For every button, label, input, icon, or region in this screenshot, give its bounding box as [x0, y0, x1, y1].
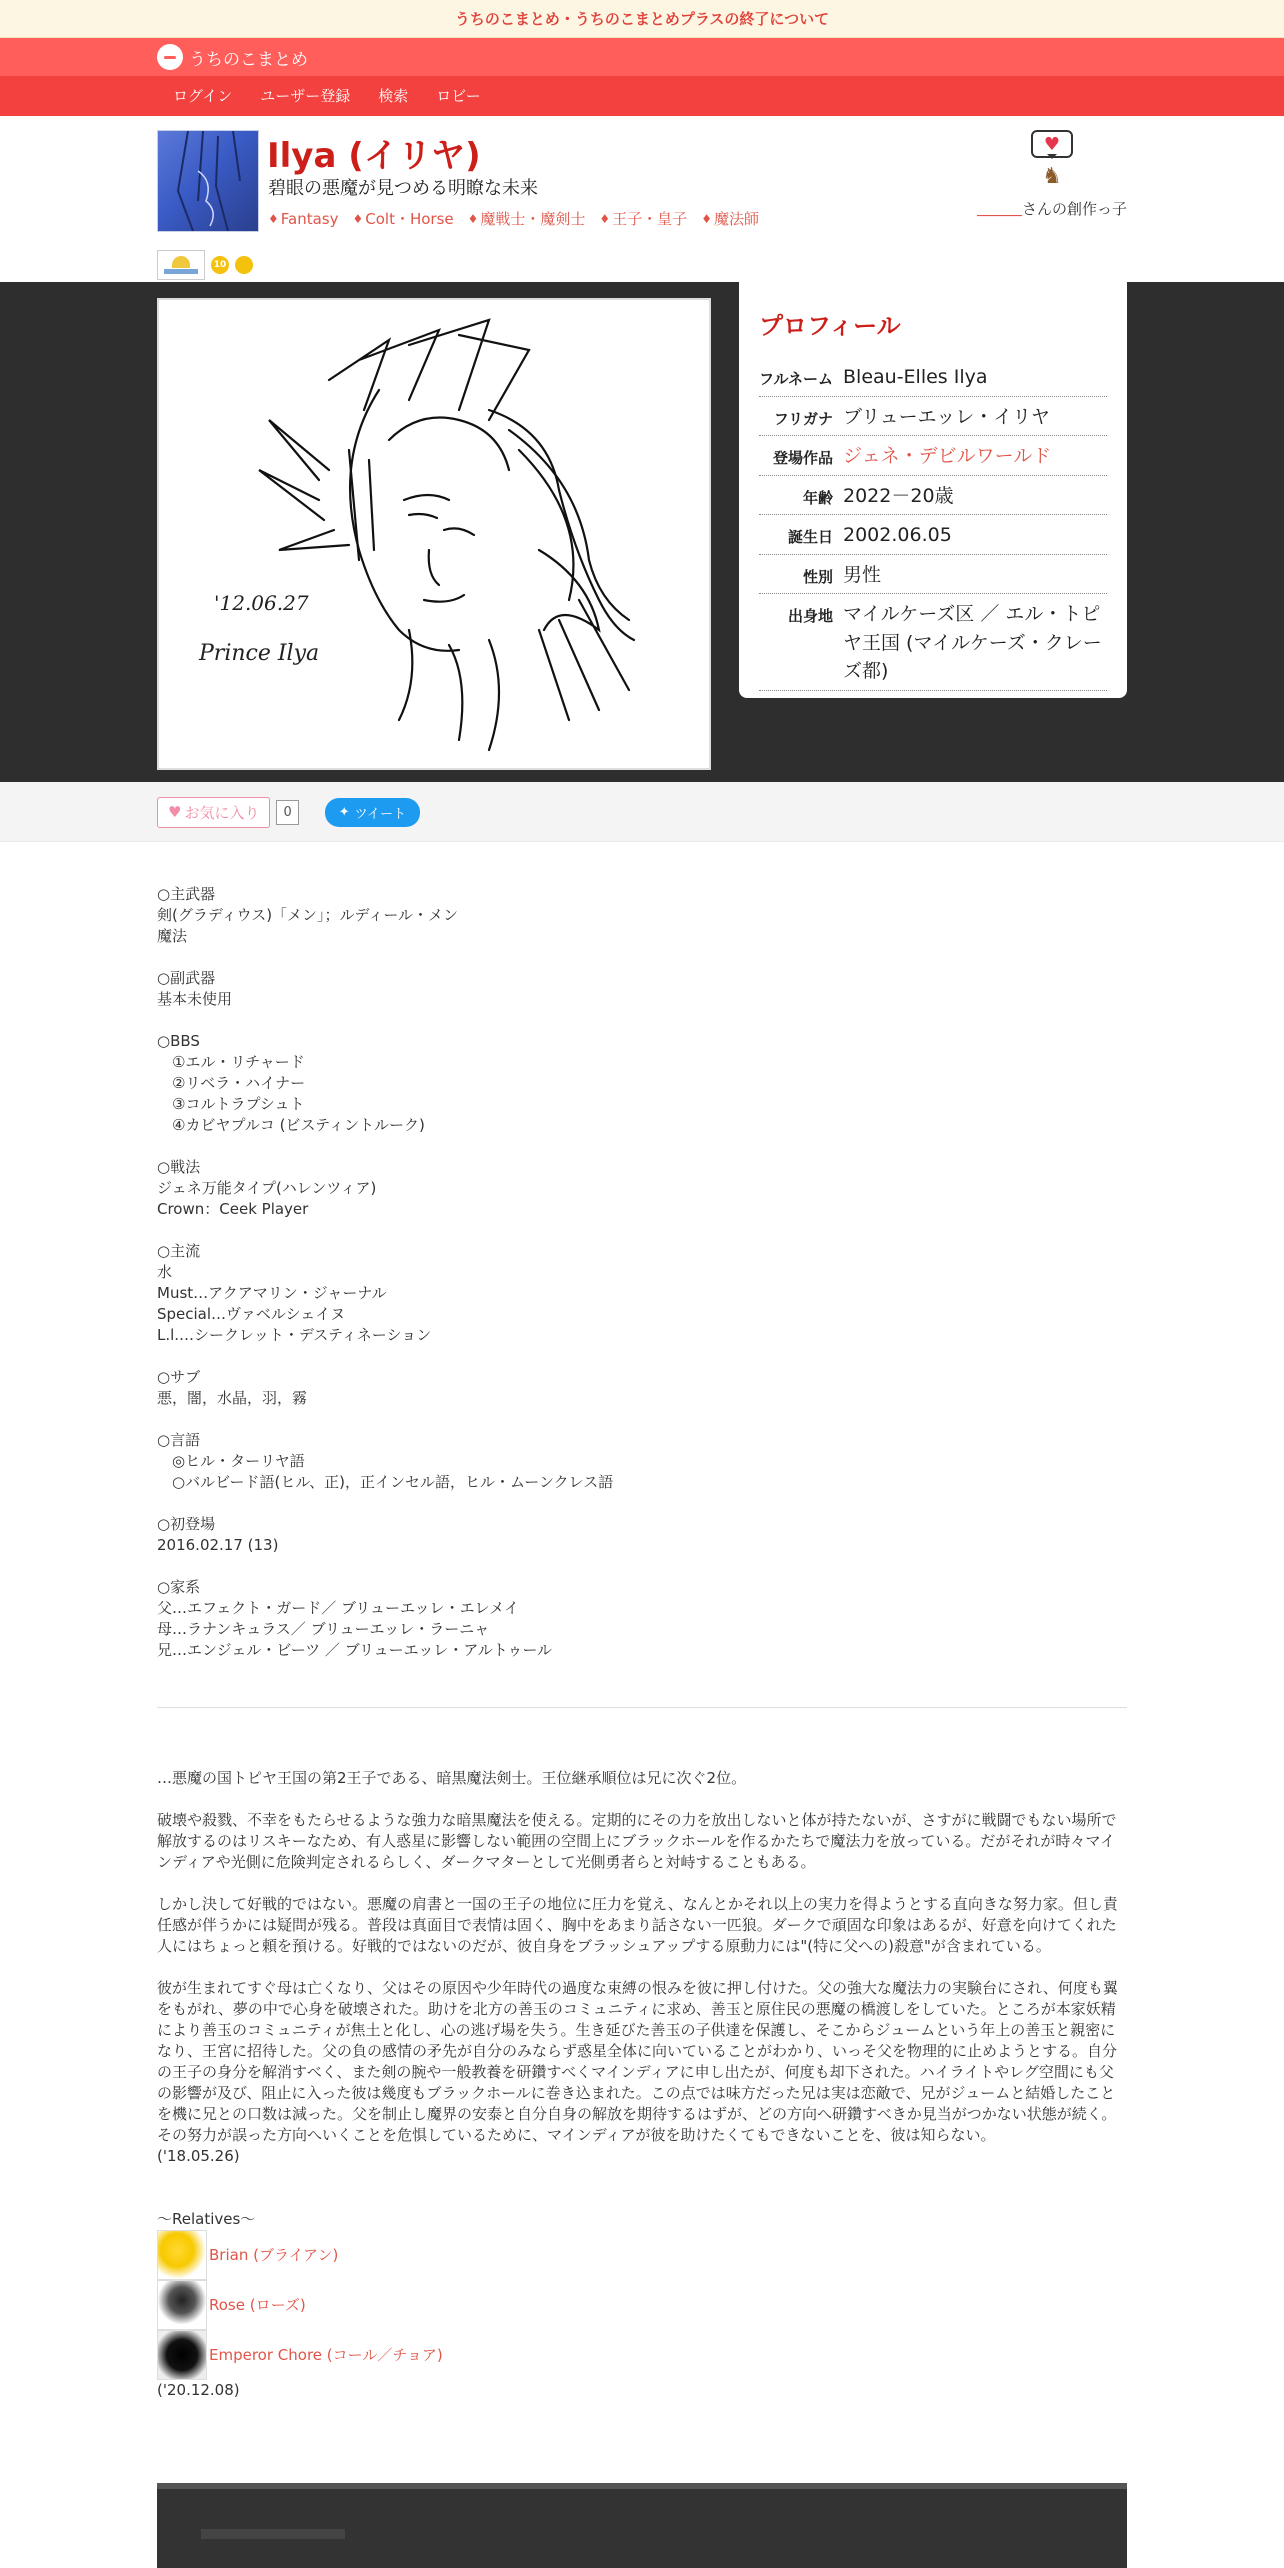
- profile-value: 2002.06.05: [843, 524, 952, 546]
- tag-colt-horse[interactable]: [352, 208, 453, 229]
- tag-label: 魔法師: [713, 210, 759, 228]
- profile-value: 2022－20歳: [843, 484, 954, 507]
- story-paragraph: …悪魔の国トピヤ王国の第2王子である、暗黒魔法剣士。王位継承順位は兄に次ぐ2位。: [157, 1769, 747, 1787]
- profile-work-link[interactable]: ジェネ・デビルワールド: [843, 445, 1052, 467]
- creator-username-link[interactable]: ＿＿＿: [977, 200, 1023, 218]
- favorite-label: お気に入り: [184, 803, 260, 822]
- hero-section: [0, 282, 1284, 782]
- creator-info: [977, 130, 1127, 219]
- profile-row-origin: [759, 594, 1107, 691]
- profile-card: [739, 282, 1127, 698]
- relatives-title: ～Relatives～: [157, 2210, 256, 2228]
- profile-row-gender: [759, 555, 1107, 595]
- profile-row-fullname: [759, 357, 1107, 397]
- heart-icon: ♥: [168, 803, 182, 821]
- coin-icon: [235, 256, 253, 274]
- brand-bar: [0, 38, 1284, 76]
- profile-value: マイルケーズ区 ／ エル・トピヤ王国 (マイルケーズ・クレーズ都): [843, 603, 1102, 682]
- creator-suffix: さんの創作っ子: [1022, 200, 1128, 218]
- tag-list: [268, 208, 759, 229]
- favorite-count: 0: [276, 800, 298, 825]
- profile-value: ブリューエッレ・イリヤ: [843, 405, 1050, 428]
- tag-label: Colt・Horse: [365, 210, 454, 228]
- tweet-label: ツイート: [354, 806, 407, 822]
- story-paragraph: 彼が生まれてすぐ母は亡くなり、父はその原因や少年時代の過度な束縛の恨みを彼に押し付けた。父の強大な魔法力の実験台にされ、何度も翼をもがれ、夢の中で心身を破壊された。助けを北方の善玉のコミュニティに求め、善玉と原住民の悪魔の橋渡しをしていた。ところが本家妖精により善玉のコミュニティが焦土と化し、心の逃げ場を失う。生き延びた善玉の子供達を保護し、そこからジュームという年上の善玉と親密になり、王宮に招待した。父の負の感情の矛先が自分のみならず惑星全体に向いていることがわかり、いっそ父を物理的に止めようとする。自分の王子の身分を解消すべく、また剣の腕や一般教養を研鑽すべくマインディアに申し出たが、何度も却下された。ハイライトやレグ空間にも父の影響が及び、阻止に入った彼は幾度もブラックホールに巻き込まれた。この点では味方だった兄は実は恋敵で、兄がジュームと結婚したことを機に兄との口数は減った。父を制止し魔界の安泰と自分自身の解放を期待するはずが、どの方向へ研鑽すべきか見当がつかない状態が続く。その努力が誤った方向へいくことを危惧しているために、マインディアが彼を助けたくてもできないことを、彼は知らない。 ('18.05.26): [157, 1979, 1118, 2165]
- footer: [157, 2483, 1127, 2568]
- relative-item[interactable]: [157, 2230, 1127, 2280]
- character-description: [157, 842, 1127, 2401]
- profile-label: 登場作品: [772, 449, 833, 467]
- relative-thumbnail[interactable]: [157, 2330, 207, 2380]
- avatar-drawing-icon: [158, 131, 258, 231]
- profile-row-furigana: [759, 397, 1107, 437]
- detail-main-element: ○主流 水 Must…アクアマリン・ジャーナル Special…ヴァベルシェイヌ L.l.…シークレット・デスティネーション: [157, 1242, 432, 1344]
- profile-label: 誕生日: [787, 528, 833, 546]
- profile-label: フルネーム: [759, 370, 833, 388]
- detail-sub-element: ○サブ 悪，闇，水晶，羽，霧: [157, 1368, 308, 1407]
- relatives-date: ('20.12.08): [157, 2381, 240, 2399]
- character-artwork[interactable]: [157, 298, 711, 770]
- nav-bar: [0, 76, 1284, 116]
- character-name: Ilya (イリヤ): [267, 136, 481, 176]
- nav-login[interactable]: ログイン: [173, 87, 233, 105]
- profile-label: フリガナ: [773, 409, 833, 428]
- story-paragraph: 破壊や殺戮、不幸をもたらせるような強力な暗黒魔法を使える。定期的にその力を放出しないと体が持たないが、さすがに戦闘でもない場所で解放するのはリスキーなため、有人惑星に影響しない範囲の空間上にブラックホールを作るかたちで魔法力を放っている。だがそれが時々マインディアや光側に危険判定されるらしく、ダークマターとして光側勇者らと対峙することもある。: [157, 1811, 1117, 1871]
- tag-prince[interactable]: [599, 208, 687, 229]
- profile-label: 出身地: [787, 607, 833, 625]
- character-subtitle: 碧眼の悪魔が見つめる明瞭な未来: [268, 178, 538, 199]
- relative-link[interactable]: Rose (ローズ): [209, 2295, 306, 2314]
- nav-search[interactable]: 検索: [378, 87, 409, 105]
- heart-bubble-icon: ♥: [1031, 130, 1073, 158]
- brand-link[interactable]: [157, 38, 1127, 76]
- profile-row-birthday: [759, 515, 1107, 555]
- creator-avatar[interactable]: [1028, 130, 1076, 196]
- character-header: [157, 116, 1127, 282]
- tag-label: 王子・皇子: [612, 210, 688, 228]
- badge-thumbnail[interactable]: [157, 250, 205, 280]
- artwork-sketch-icon: [159, 300, 711, 770]
- detail-bbs: ○BBS ①エル・リチャード ②リベラ・ハイナー ③コルトラプシュト ④カビヤプルコ (ビスティントルーク): [157, 1032, 425, 1134]
- tag-mage[interactable]: [701, 208, 759, 229]
- relative-thumbnail[interactable]: [157, 2230, 207, 2280]
- tag-magic-warrior[interactable]: [468, 208, 586, 229]
- notice-link[interactable]: うちのこまとめ・うちのこまとめプラスの終了について: [454, 10, 830, 28]
- badge-row: [157, 250, 253, 280]
- detail-weapons: ○主武器 剣(グラディウス)「メン」；ルディール・メン 魔法: [157, 885, 459, 945]
- tag-label: Fantasy: [280, 209, 339, 228]
- nav-lobby[interactable]: ロビー: [436, 87, 481, 105]
- relative-link[interactable]: Emperor Chore (コール／チョア): [209, 2345, 443, 2364]
- relative-item[interactable]: [157, 2330, 1127, 2380]
- brand-logo-icon: [157, 44, 183, 70]
- relative-link[interactable]: Brian (ブライアン): [209, 2245, 339, 2264]
- detail-language: ○言語 ◎ヒル・ターリヤ語 ○バルビード語(ヒル、正)，正インセル語，ヒル・ムーンクレス語: [157, 1431, 614, 1491]
- profile-label: 性別: [802, 567, 833, 586]
- story-paragraph: しかし決して好戦的ではない。悪魔の肩書と一国の王子の地位に圧力を覚え、なんとかそれ以上の実力を得ようとする直向きな努力家。但し責任感が伴うかには疑問が残る。普段は真面目で表情は固く、胸中をあまり話さない一匹狼。ダークで頑固な印象はあるが、好意を向けてくれた人にはちょっと頼を預ける。好戦的ではないのだが、彼自身をブラッシュアップする原動力には"(特に父への)殺意"が含まれている。: [157, 1895, 1118, 1955]
- tag-icon: ♦: [599, 211, 611, 226]
- action-bar: [0, 782, 1284, 842]
- creator-name: [977, 198, 1127, 219]
- tag-label: 魔戦士・魔剣士: [480, 210, 586, 228]
- profile-title: プロフィール: [759, 312, 901, 340]
- tag-icon: ♦: [352, 211, 364, 226]
- tag-icon: ♦: [467, 211, 479, 226]
- character-avatar[interactable]: [157, 130, 259, 232]
- tag-icon: ♦: [701, 211, 712, 226]
- coin-badge-icon: 10: [211, 256, 229, 274]
- profile-value: 男性: [843, 563, 882, 586]
- twitter-bird-icon: ✦: [338, 804, 350, 820]
- artwork-signature: Prince Ilya: [199, 641, 320, 666]
- story-text: [157, 1768, 1127, 2167]
- artwork-date: '12.06.27: [214, 591, 309, 615]
- favorite-button[interactable]: [157, 797, 270, 828]
- brand-name: うちのこまとめ: [189, 49, 308, 70]
- detail-family: ○家系 父…エフェクト・ガード／ ブリューエッレ・エレメイ 母…ラナンキュラス／ ブリューエッレ・ラーニャ 兄…エンジェル・ビーツ ／ ブリューエッレ・アルトゥール: [157, 1578, 553, 1659]
- footer-placeholder: [201, 2529, 345, 2539]
- tag-icon: ♦: [268, 211, 279, 226]
- profile-row-work: [759, 436, 1107, 476]
- profile-row-age: [759, 476, 1107, 516]
- tag-fantasy[interactable]: [268, 208, 338, 229]
- section-divider: [157, 1707, 1127, 1708]
- profile-label: 年齢: [802, 488, 833, 507]
- detail-tactics: ○戦法 ジェネ万能タイプ(ハレンツィア) Crown：Ceek Player: [157, 1158, 377, 1218]
- relative-thumbnail[interactable]: [157, 2280, 207, 2330]
- detail-sub-weapons: ○副武器 基本未使用: [157, 969, 233, 1008]
- notice-bar: [0, 0, 1284, 38]
- detail-debut: ○初登場 2016.02.17 (13): [157, 1515, 279, 1554]
- nav-register[interactable]: ユーザー登録: [260, 87, 351, 105]
- relative-item[interactable]: [157, 2280, 1127, 2330]
- profile-value: Bleau-Elles Ilya: [843, 366, 988, 388]
- horse-icon: ♞: [1042, 164, 1062, 189]
- tweet-button[interactable]: [325, 798, 420, 827]
